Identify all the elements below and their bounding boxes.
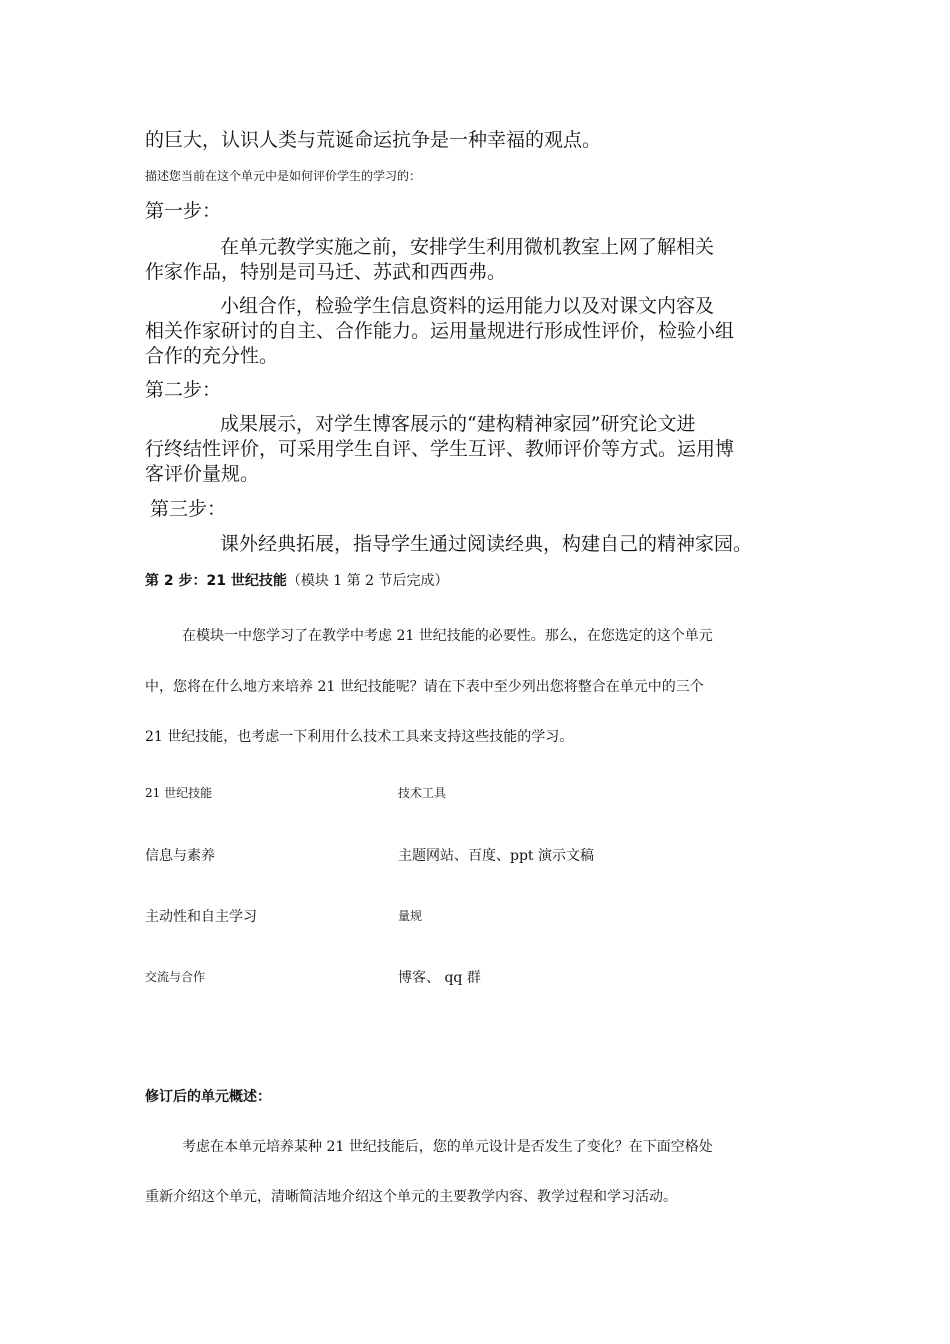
section2-para-line2: 中，您将在什么地方来培养 21 世纪技能呢？请在下表中至少列出您将整合在单元中的三个 — [145, 679, 704, 695]
section2-para-line3: 21 世纪技能，也考虑一下利用什么技术工具来支持这些技能的学习。 — [145, 729, 574, 745]
table-row-3-tool: 博客、 qq 群 — [398, 970, 481, 986]
step2-para-line1: 成果展示，对学生博客展示的“建构精神家园”研究论文进 — [220, 413, 696, 435]
step1-para1-line1: 在单元教学实施之前，安排学生利用微机教室上网了解相关 — [220, 236, 715, 258]
table-row-1-tool: 主题网站、百度、ppt 演示文稿 — [398, 848, 594, 864]
eval-prompt: 描述您当前在这个单元中是如何评价学生的学习的： — [145, 169, 422, 183]
revised-heading: 修订后的单元概述： — [145, 1089, 271, 1105]
step2-label: 第二步： — [145, 379, 222, 401]
step2-para-line2: 行终结性评价，可采用学生自评、学生互评、教师评价等方式。运用博 — [145, 438, 735, 460]
table-row-2-tool: 量规 — [398, 909, 423, 923]
section2-para-line1: 在模块一中您学习了在教学中考虑 21 世纪技能的必要性。那么，在您选定的这个单元 — [182, 628, 713, 644]
step3-para: 课外经典拓展，指导学生通过阅读经典，构建自己的精神家园。 — [220, 533, 753, 555]
step1-para2-line2: 相关作家研讨的自主、合作能力。运用量规进行形成性评价，检验小组 — [145, 320, 735, 342]
step1-para2-line3: 合作的充分性。 — [145, 345, 279, 367]
section2-heading — [145, 570, 448, 590]
step2-para-line3: 客评价量规。 — [145, 463, 260, 485]
table-header-tool: 技术工具 — [398, 786, 447, 800]
section2-heading-note: （模块 1 第 2 节后完成） — [286, 573, 449, 589]
table-row-2-skill: 主动性和自主学习 — [145, 909, 257, 925]
section2-heading-bold: 第 2 步：21 世纪技能 — [145, 573, 287, 589]
step1-para1-line2: 作家作品，特别是司马迁、苏武和西西弗。 — [145, 261, 507, 283]
step1-para2-line1: 小组合作，检验学生信息资料的运用能力以及对课文内容及 — [220, 295, 715, 317]
step1-label: 第一步： — [145, 200, 222, 222]
table-header-skill: 21 世纪技能 — [145, 786, 213, 800]
table-row-3-skill: 交流与合作 — [145, 970, 206, 984]
table-row-1-skill: 信息与素养 — [145, 848, 215, 864]
revised-para-line1: 考虑在本单元培养某种 21 世纪技能后，您的单元设计是否发生了变化？在下面空格处 — [182, 1139, 713, 1155]
revised-para-line2: 重新介绍这个单元，清晰简洁地介绍这个单元的主要教学内容、教学过程和学习活动。 — [145, 1189, 677, 1205]
intro-line: 的巨大，认识人类与荒诞命运抗争是一种幸福的观点。 — [145, 129, 602, 151]
step3-label: 第三步： — [150, 498, 227, 520]
